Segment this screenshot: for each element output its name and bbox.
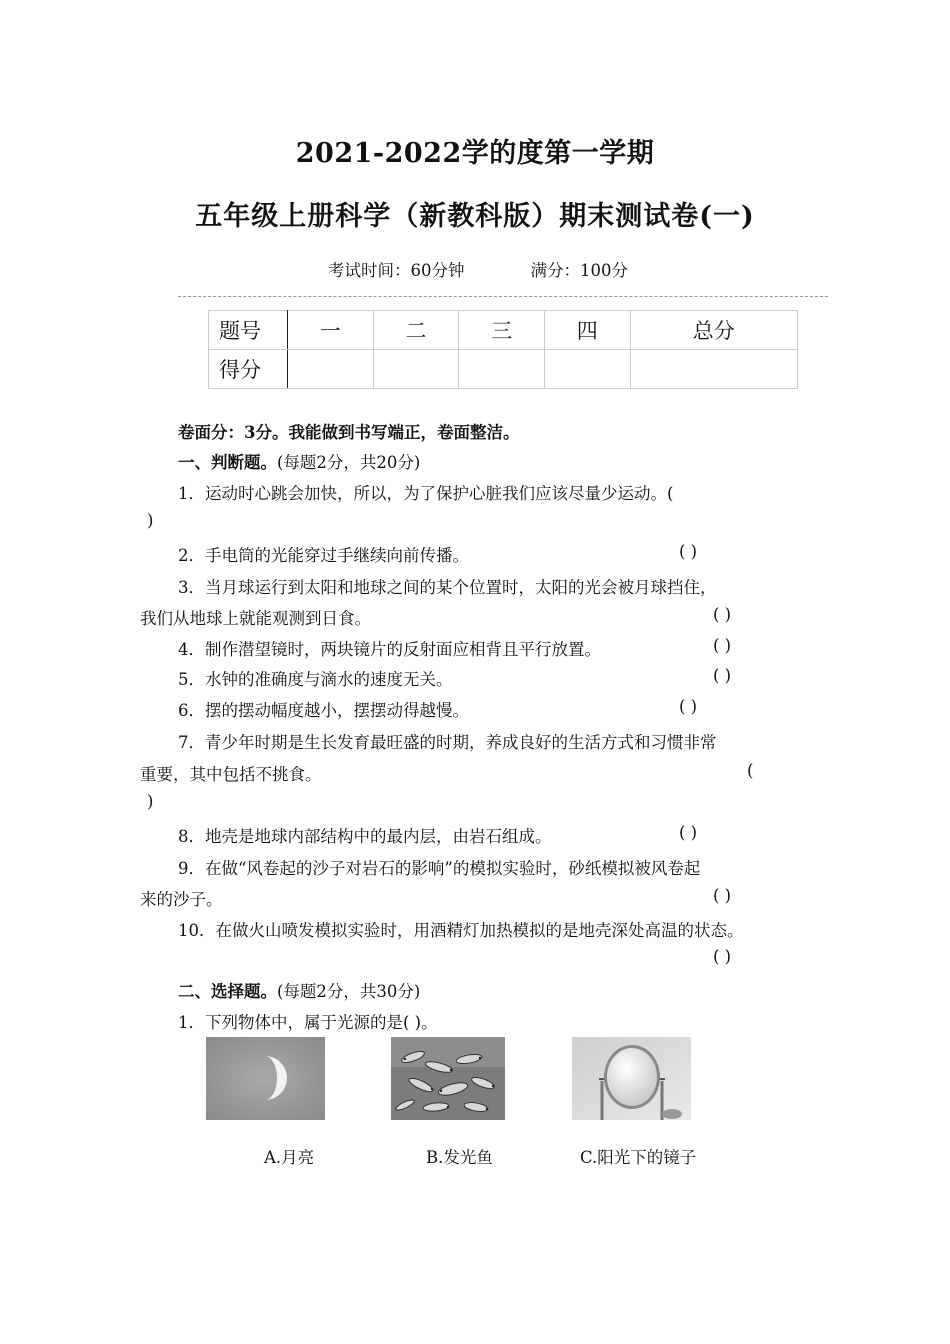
score-table-cell: 二 — [373, 311, 459, 350]
question-2-1: 1．下列物体中，属于光源的是( )。 — [178, 1013, 438, 1032]
score-table-cell: 题号 — [209, 311, 288, 350]
question-1-9: 9．在做“风卷起的沙子对岩石的影响”的模拟实验时，砂纸模拟被风卷起 — [178, 859, 701, 878]
exam-title-line1: 2021-2022学的度第一学期 — [295, 138, 655, 169]
score-table-cell: 一 — [288, 311, 374, 350]
exam-full-score: 满分：100分 — [530, 261, 628, 280]
question-1-3: 3．当月球运行到太阳和地球之间的某个位置时，太阳的光会被月球挡住， — [178, 578, 717, 597]
question-1-3-cont: 我们从地球上就能观测到日食。 — [140, 609, 371, 628]
answer-blank-close: ) — [147, 792, 154, 811]
question-1-5: 5．水钟的准确度与滴水的速度无关。 — [178, 670, 453, 689]
score-input-cell[interactable] — [459, 350, 545, 389]
answer-blank[interactable]: ( ) — [679, 542, 698, 561]
score-table-cell: 总分 — [630, 311, 797, 350]
score-table — [208, 310, 798, 389]
answer-blank[interactable]: ( ) — [713, 605, 732, 624]
answer-blank[interactable]: ( ) — [713, 636, 732, 655]
score-table-cell: 三 — [459, 311, 545, 350]
question-1-10: 10．在做火山喷发模拟实验时，用酒精灯加热模拟的是地壳深处高温的状态。 — [178, 921, 744, 940]
section2-title: 二、选择题。 — [178, 982, 277, 1001]
question-1-1-close: ) — [147, 511, 154, 530]
question-1-7-cont: 重要，其中包括不挑食。 — [140, 765, 322, 784]
question-1-6: 6．摆的摆动幅度越小，摆摆动得越慢。 — [178, 701, 469, 720]
score-input-cell[interactable] — [630, 350, 797, 389]
question-1-9-cont: 来的沙子。 — [140, 890, 223, 909]
option-c[interactable]: C.阳光下的镜子 — [580, 1148, 697, 1167]
question-1-7: 7．青少年时期是生长发育最旺盛的时期，养成良好的生活方式和习惯非常 — [178, 733, 717, 752]
exam-time: 考试时间：60分钟 — [328, 261, 465, 280]
answer-blank[interactable]: ( ) — [713, 666, 732, 685]
glowing-fish-image — [391, 1037, 510, 1120]
answer-blank[interactable]: ( ) — [713, 947, 732, 966]
score-table-score-row — [209, 350, 798, 389]
score-table-cell: 得分 — [209, 350, 288, 389]
section1-note: (每题2分，共20分) — [277, 453, 421, 472]
section2-note: (每题2分，共30分) — [277, 982, 421, 1001]
score-input-cell[interactable] — [288, 350, 374, 389]
mirror-image — [572, 1037, 691, 1120]
section1-title: 一、判断题。 — [178, 453, 277, 472]
score-input-cell[interactable] — [544, 350, 630, 389]
dashed-divider — [178, 296, 828, 297]
answer-blank-open[interactable]: ( — [747, 761, 754, 780]
option-b[interactable]: B.发光鱼 — [426, 1148, 493, 1167]
question-1-4: 4．制作潜望镜时，两块镜片的反射面应相背且平行放置。 — [178, 640, 601, 659]
score-table-cell: 四 — [544, 311, 630, 350]
exam-info — [328, 257, 628, 281]
option-a[interactable]: A.月亮 — [264, 1148, 315, 1167]
score-table-header-row — [209, 311, 798, 350]
answer-blank[interactable]: ( ) — [679, 823, 698, 842]
section1-heading — [178, 449, 420, 473]
section2-heading — [178, 978, 420, 1002]
question-1-8: 8．地壳是地球内部结构中的最内层，由岩石组成。 — [178, 827, 552, 846]
exam-title-line2: 五年级上册科学（新教科版）期末测试卷(一) — [195, 201, 755, 232]
neatness-note: 卷面分：3分。我能做到书写端正，卷面整洁。 — [178, 423, 520, 442]
answer-blank[interactable]: ( ) — [679, 697, 698, 716]
score-input-cell[interactable] — [373, 350, 459, 389]
answer-blank[interactable]: ( ) — [713, 886, 732, 905]
question-1-1: 1．运动时心跳会加快，所以，为了保护心脏我们应该尽量少运动。( — [178, 484, 674, 503]
question-1-2: 2．手电筒的光能穿过手继续向前传播。 — [178, 546, 469, 565]
moon-image — [206, 1037, 325, 1120]
